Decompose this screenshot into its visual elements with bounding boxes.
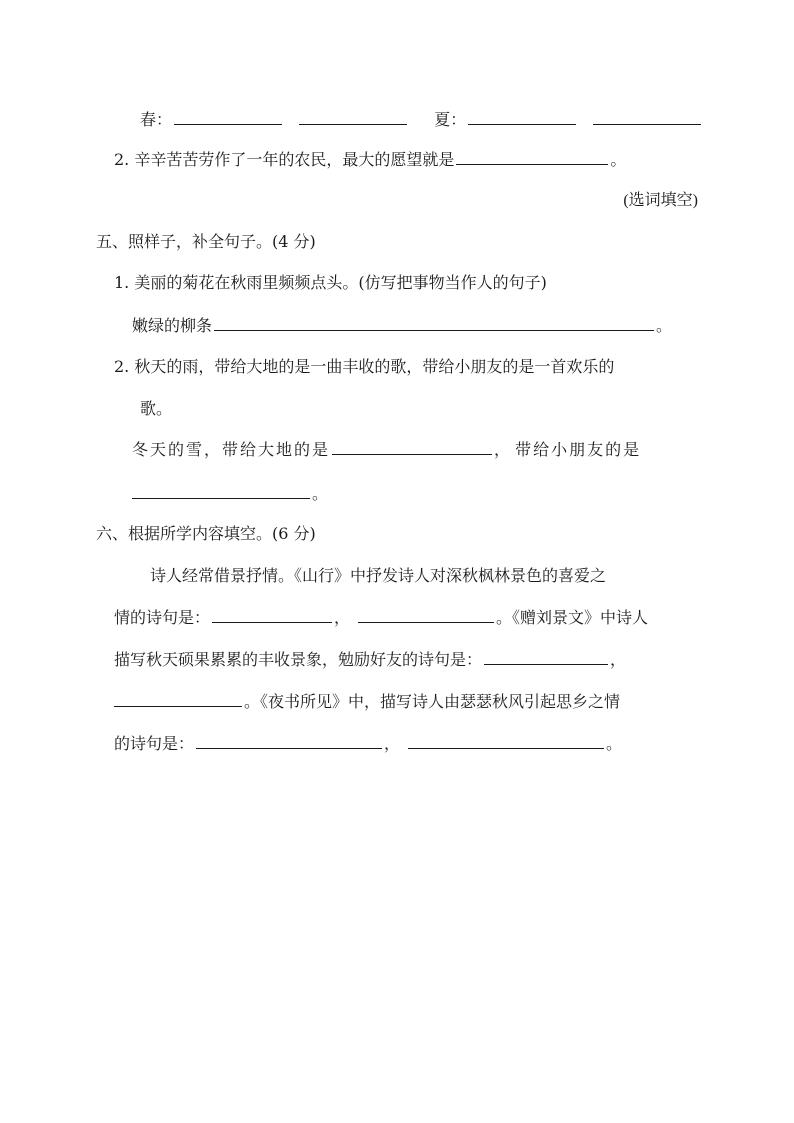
q4-item2-text: 辛辛苦苦劳作了一年的农民，最大的愿望就是: [134, 150, 455, 169]
s5-item2-comma: ，: [494, 440, 511, 459]
s6-line2-b: 。《赠刘景文》中诗人: [496, 608, 649, 627]
summer-label: 夏：: [434, 110, 467, 129]
s5-item1-blank[interactable]: [214, 314, 654, 331]
summer-blank-2[interactable]: [593, 108, 701, 125]
s6-line2-a: 情的诗句是：: [114, 608, 211, 627]
s5-item2-text-line1: 秋天的雨，带给大地的是一曲丰收的歌，带给小朋友的是一首欢乐的: [134, 357, 615, 376]
spring-blank-1[interactable]: [174, 108, 282, 125]
s5-item2-answer: [132, 438, 641, 460]
s6-para-line2: [114, 606, 648, 628]
s6-line5-comma: ，: [384, 734, 401, 753]
s6-para-line5: [114, 732, 622, 754]
q4-item2-end: 。: [610, 150, 627, 169]
s6-para-line1: 诗人经常借景抒情。《山行》中抒发诗人对深秋枫林景色的喜爱之: [150, 566, 607, 585]
s6-blank-4[interactable]: [114, 690, 242, 707]
s6-line5-end: 。: [606, 734, 623, 753]
s5-item1: [114, 272, 547, 294]
s5-item2-number: 2.: [114, 357, 130, 376]
section6-title: 六、根据所学内容填空。(6 分): [96, 524, 316, 543]
s5-item2-prompt-a: 冬天的雪，带给大地的是: [132, 440, 331, 459]
summer-blank-1[interactable]: [468, 108, 576, 125]
s6-blank-5[interactable]: [196, 732, 382, 749]
s5-item2-line1: [114, 356, 614, 378]
s5-item2-line2: 歌。: [140, 399, 173, 418]
s6-line2-comma: ，: [334, 608, 351, 627]
s5-item1-end: 。: [656, 316, 673, 335]
s6-line3-comma: ，: [610, 650, 627, 669]
choose-words-note: (选词填空): [623, 192, 698, 209]
s6-blank-3[interactable]: [484, 648, 608, 665]
s5-item1-text: 美丽的菊花在秋雨里频频点头。(仿写把事物当作人的句子): [134, 273, 547, 292]
section5-title: 五、照样子，补全句子。(4 分): [96, 232, 316, 251]
s6-para-line3: [114, 648, 626, 670]
s6-para-line4: [114, 690, 620, 712]
s6-blank-1[interactable]: [212, 606, 332, 623]
s5-item1-answer: [132, 314, 672, 336]
q4-item2: [114, 148, 626, 170]
q4-item2-blank[interactable]: [456, 148, 608, 165]
s6-line3-a: 描写秋天硕果累累的丰收景象，勉励好友的诗句是：: [114, 650, 483, 669]
s5-item2-end: 。: [312, 484, 329, 503]
s5-item1-number: 1.: [114, 273, 130, 292]
spring-label: 春：: [140, 110, 173, 129]
s5-item2-prompt-b: 带给小朋友的是: [515, 440, 642, 459]
spring-blank-2[interactable]: [299, 108, 407, 125]
s5-item2-blank-b[interactable]: [132, 482, 310, 499]
s6-line5-a: 的诗句是：: [114, 734, 195, 753]
s5-item2-blank-a[interactable]: [332, 438, 492, 455]
s6-blank-2[interactable]: [358, 606, 494, 623]
season-row: [140, 108, 703, 130]
s5-item1-prompt: 嫩绿的柳条: [132, 316, 213, 335]
s6-blank-6[interactable]: [408, 732, 604, 749]
s6-line4-b: 。《夜书所见》中，描写诗人由瑟瑟秋风引起思乡之情: [244, 692, 621, 711]
s5-item2-answer-2: [132, 482, 328, 504]
q4-item2-number: 2.: [114, 150, 130, 169]
